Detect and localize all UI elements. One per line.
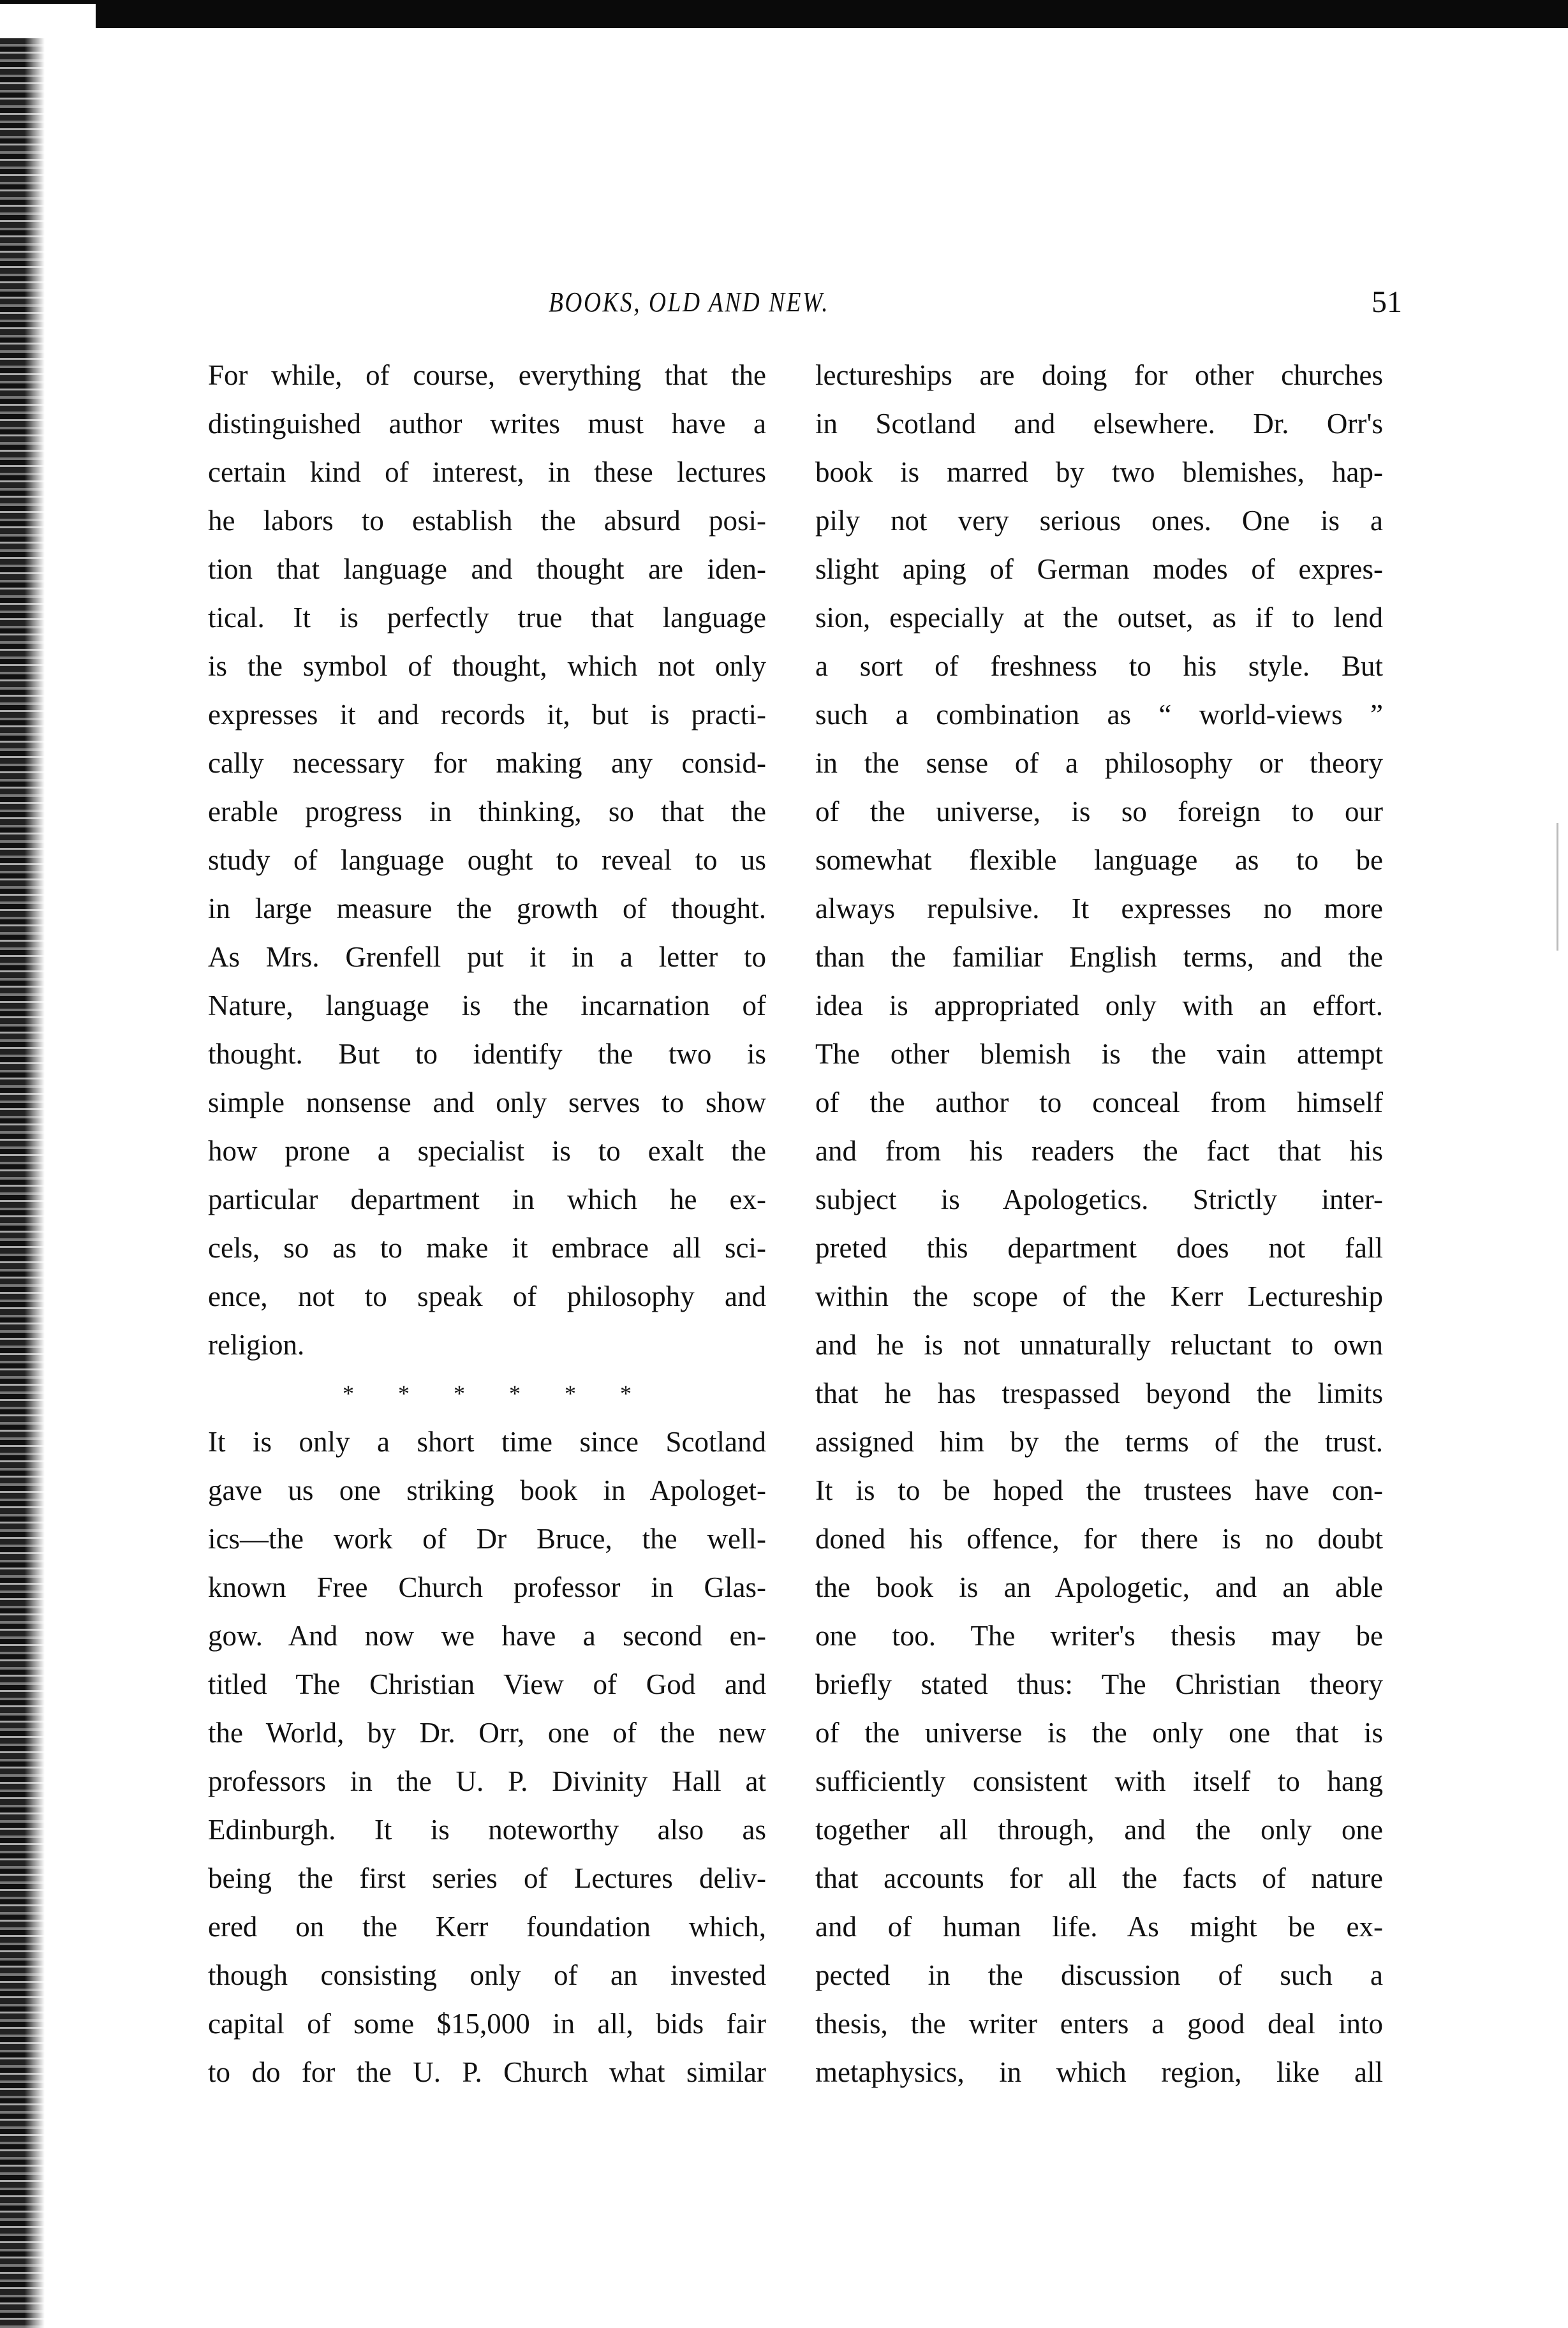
text-line: distinguished author writes must have a [208, 408, 766, 440]
text-line: simple nonsense and only serves to show [208, 1086, 766, 1118]
text-line: study of language ought to reveal to us [208, 844, 766, 876]
text-line: though consisting only of an invested [208, 1959, 766, 1991]
text-line: thesis, the writer enters a good deal into [815, 2008, 1383, 2040]
text-line: briefly stated thus: The Christian theory [815, 1668, 1383, 1700]
text-line: somewhat flexible language as to be [815, 844, 1383, 876]
text-line: tion that language and thought are iden- [208, 553, 766, 585]
text-line: and from his readers the fact that his [815, 1135, 1383, 1167]
running-head: BOOKS, OLD AND NEW. [549, 286, 830, 318]
text-line: preted this department does not fall [815, 1232, 1383, 1264]
page-number: 51 [1372, 285, 1402, 319]
text-line: known Free Church professor in Glas- [208, 1571, 766, 1603]
text-line: ics—the work of Dr Bruce, the well- [208, 1523, 766, 1555]
text-line: titled The Christian View of God and [208, 1668, 766, 1700]
text-line: that accounts for all the facts of nature [815, 1862, 1383, 1894]
text-line: tical. It is perfectly true that language [208, 602, 766, 634]
text-line: such a combination as “ world-views ” [815, 699, 1383, 730]
text-line: As Mrs. Grenfell put it in a letter to [208, 941, 766, 973]
text-line: religion. [208, 1329, 305, 1361]
text-line: a sort of freshness to his style. But [815, 650, 1383, 682]
text-line: expresses it and records it, but is practi- [208, 699, 766, 730]
text-line: of the universe is the only one that is [815, 1717, 1383, 1749]
text-line: cally necessary for making any consid- [208, 747, 766, 779]
text-line: For while, of course, everything that the [208, 359, 766, 391]
scan-top-bar [96, 0, 1568, 28]
text-line: erable progress in thinking, so that the [208, 796, 766, 827]
scan-binding-edge [0, 38, 45, 2328]
text-line: professors in the U. P. Divinity Hall at [208, 1765, 766, 1797]
text-line: ence, not to speak of philosophy and [208, 1280, 766, 1312]
text-line: slight aping of German modes of expres- [815, 553, 1383, 585]
text-line: idea is appropriated only with an effort. [815, 990, 1383, 1021]
section-break: * * * * * * [343, 1381, 632, 1406]
text-line: capital of some $15,000 in all, bids fair [208, 2008, 766, 2040]
text-line: subject is Apologetics. Strictly inter- [815, 1183, 1383, 1215]
text-line: being the first series of Lectures deliv- [208, 1862, 766, 1894]
text-line: than the familiar English terms, and the [815, 941, 1383, 973]
text-line: cels, so as to make it embrace all sci- [208, 1232, 766, 1264]
text-line: one too. The writer's thesis may be [815, 1620, 1383, 1652]
left-column [208, 351, 766, 2096]
text-line: assigned him by the terms of the trust. [815, 1426, 1383, 1458]
text-line: It is to be hoped the trustees have con- [815, 1474, 1383, 1506]
text-line: sufficiently consistent with itself to hang [815, 1765, 1383, 1797]
text-line: and of human life. As might be ex- [815, 1911, 1383, 1943]
text-line: gave us one striking book in Apologet- [208, 1474, 766, 1506]
text-line: within the scope of the Kerr Lectureship [815, 1280, 1383, 1312]
text-line: the World, by Dr. Orr, one of the new [208, 1717, 766, 1749]
text-line: thought. But to identify the two is [208, 1038, 766, 1070]
text-line: and he is not unnaturally reluctant to own [815, 1329, 1383, 1361]
text-line: to do for the U. P. Church what similar [208, 2056, 766, 2088]
text-line: doned his offence, for there is no doubt [815, 1523, 1383, 1555]
text-line: certain kind of interest, in these lectures [208, 456, 766, 488]
text-line: The other blemish is the vain attempt [815, 1038, 1383, 1070]
text-line: always repulsive. It expresses no more [815, 893, 1383, 924]
text-line: Nature, language is the incarnation of [208, 990, 766, 1021]
text-line: is the symbol of thought, which not only [208, 650, 766, 682]
text-line: sion, especially at the outset, as if to lend [815, 602, 1383, 634]
text-line: of the universe, is so foreign to our [815, 796, 1383, 827]
text-line: the book is an Apologetic, and an able [815, 1571, 1383, 1603]
text-line: in Scotland and elsewhere. Dr. Orr's [815, 408, 1383, 440]
text-line: Edinburgh. It is noteworthy also as [208, 1814, 766, 1846]
text-line: in large measure the growth of thought. [208, 893, 766, 924]
text-line: how prone a specialist is to exalt the [208, 1135, 766, 1167]
text-line: It is only a short time since Scotland [208, 1426, 766, 1458]
text-line: gow. And now we have a second en- [208, 1620, 766, 1652]
text-line: together all through, and the only one [815, 1814, 1383, 1846]
text-line: in the sense of a philosophy or theory [815, 747, 1383, 779]
text-line: of the author to conceal from himself [815, 1086, 1383, 1118]
right-column [815, 351, 1383, 2096]
text-line: that he has trespassed beyond the limits [815, 1377, 1383, 1409]
text-line: lectureships are doing for other churches [815, 359, 1383, 391]
scan-edge-mark [1557, 823, 1558, 951]
text-line: he labors to establish the absurd posi- [208, 505, 766, 537]
text-line: pily not very serious ones. One is a [815, 505, 1383, 537]
text-line: metaphysics, in which region, like all [815, 2056, 1383, 2088]
text-line: book is marred by two blemishes, hap- [815, 456, 1383, 488]
text-line: particular department in which he ex- [208, 1183, 766, 1215]
text-line: pected in the discussion of such a [815, 1959, 1383, 1991]
text-line: ered on the Kerr foundation which, [208, 1911, 766, 1943]
